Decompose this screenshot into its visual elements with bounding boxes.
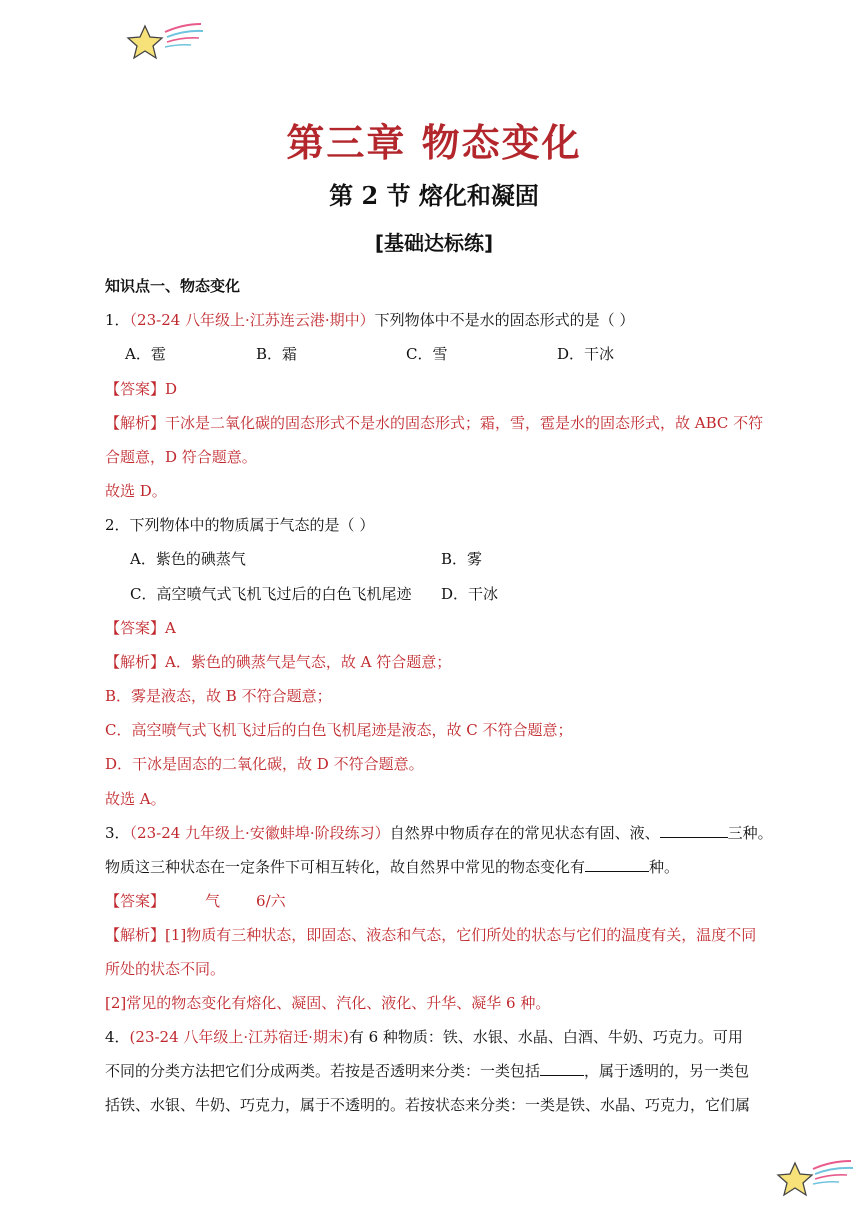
- question-number: 2．: [105, 516, 130, 534]
- answer-value: A: [165, 619, 176, 637]
- option-b: B．雾: [441, 550, 483, 568]
- option-d: D．干冰: [441, 585, 499, 603]
- answer: [105, 379, 177, 399]
- answer-label: 【答案】: [105, 892, 166, 910]
- option-c: C．雪: [406, 345, 448, 363]
- analysis-line: [2]常见的物态变化有熔化、凝固、汽化、液化、升华、凝华 6 种。: [105, 994, 551, 1012]
- option-b: B．霜: [256, 345, 298, 363]
- analysis-text: 干冰是二氧化碳的固态形式不是水的固态形式；霜，雪，雹是水的固态形式，故 ABC 不符: [165, 414, 764, 432]
- answer-value: 气: [205, 892, 221, 910]
- question-number: 3．: [105, 824, 130, 842]
- question-4-line-2: [105, 1061, 749, 1081]
- answer: [105, 891, 286, 911]
- analysis-text: A．紫色的碘蒸气是气态，故 A 符合题意；: [165, 653, 452, 671]
- analysis-label: 【解析】: [105, 653, 166, 671]
- analysis: [105, 413, 763, 433]
- question-stem: 有 6 种物质：铁、水银、水晶、白酒、牛奶、巧克力。可用: [348, 1028, 743, 1046]
- option-a: A．雹: [125, 345, 166, 363]
- question-source: （23-24 九年级上·安徽蚌埠·阶段练习）: [129, 824, 390, 842]
- question-source: （23-24 八年级上·江苏连云港·期中）: [129, 311, 375, 329]
- question-number: 4．: [105, 1028, 130, 1046]
- question-stem: 三种。: [727, 824, 773, 842]
- question-source: (23-24 八年级上·江苏宿迁·期末): [129, 1028, 349, 1046]
- question-4-line-3: 括铁、水银、牛奶、巧克力，属于不透明的。若按状态来分类：一类是铁、水晶、巧克力，它们属: [105, 1096, 751, 1114]
- question-3: [105, 823, 773, 843]
- conclusion: 故选 D。: [105, 482, 167, 500]
- analysis-line: C．高空喷气式飞机飞过后的白色飞机尾迹是液态，故 C 不符合题意；: [105, 721, 573, 739]
- answer: [105, 618, 176, 638]
- answer-label: 【答案】: [105, 619, 166, 637]
- question-stem: ，属于透明的，另一类包: [584, 1062, 750, 1080]
- option-a: A．紫色的碘蒸气: [130, 550, 246, 568]
- question-4: [105, 1027, 743, 1047]
- answer-blank: [585, 857, 649, 872]
- analysis: [105, 925, 756, 945]
- question-stem: 不同的分类方法把它们分成两类。若按是否透明来分类：一类包括: [105, 1062, 541, 1080]
- analysis-label: 【解析】: [105, 414, 166, 432]
- section-title: 第 2 节 熔化和凝固: [329, 181, 539, 210]
- question-3-continued: [105, 857, 679, 877]
- analysis-label: 【解析】: [105, 926, 166, 944]
- question-2: [105, 515, 374, 535]
- analysis: [105, 652, 451, 672]
- answer-blank: [660, 823, 728, 838]
- question-stem: 下列物体中的物质属于气态的是（ ）: [129, 516, 375, 534]
- question-stem: 下列物体中不是水的固态形式的是（ ）: [374, 311, 635, 329]
- question-stem: 自然界中物质存在的常见状态有固、液、: [389, 824, 660, 842]
- option-c: C．高空喷气式飞机飞过后的白色飞机尾迹: [130, 585, 412, 603]
- question-stem: 物质这三种状态在一定条件下可相互转化，故自然界中常见的物态变化有: [105, 858, 586, 876]
- shooting-star-icon: [775, 1155, 855, 1203]
- chapter-title: 第三章 物态变化: [286, 120, 582, 165]
- answer-value: 6/六: [256, 892, 286, 910]
- analysis-continued: 所处的状态不同。: [105, 960, 226, 978]
- analysis-line: D．干冰是固态的二氧化碳，故 D 不符合题意。: [105, 755, 424, 773]
- question-1: [105, 310, 634, 330]
- answer-label: 【答案】: [105, 380, 166, 398]
- analysis-continued: 合题意，D 符合题意。: [105, 448, 257, 466]
- question-stem: 种。: [649, 858, 680, 876]
- conclusion: 故选 A。: [105, 790, 166, 808]
- shooting-star-icon: [125, 18, 205, 66]
- question-number: 1．: [105, 311, 130, 329]
- answer-blank: [540, 1061, 584, 1076]
- option-d: D．干冰: [557, 345, 615, 363]
- answer-value: D: [165, 380, 178, 398]
- exercise-type: [基础达标练]: [374, 231, 494, 255]
- knowledge-point-heading: 知识点一、物态变化: [105, 277, 241, 295]
- analysis-text: [1]物质有三种状态，即固态、液态和气态，它们所处的状态与它们的温度有关，温度不同: [165, 926, 757, 944]
- analysis-line: B．雾是液态，故 B 不符合题意；: [105, 687, 332, 705]
